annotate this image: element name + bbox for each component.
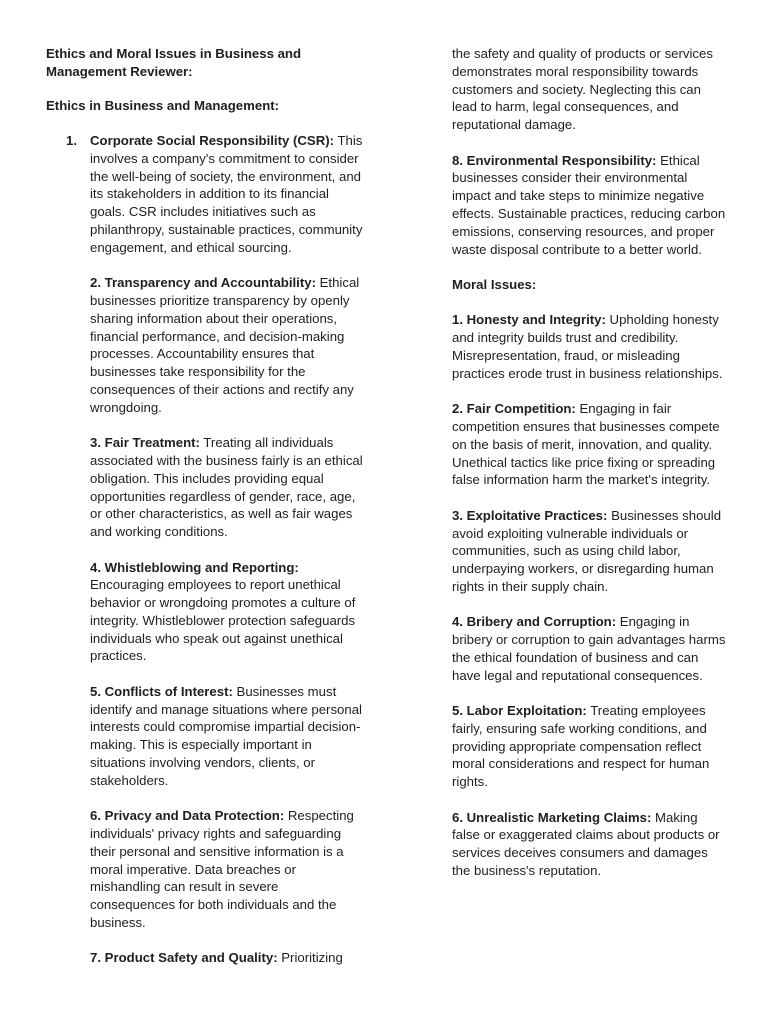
- moral-item-text: Businesses should avoid exploiting vulnerable individuals or communities, such as using child labor, underpaying workers, or disregarding human rights in their supply chain.: [452, 507, 722, 594]
- moral-item-title: 5. Labor Exploitation:: [452, 703, 587, 719]
- right-column: [452, 0, 727, 897]
- moral-item-title: 2. Fair Competition:: [452, 401, 576, 417]
- ethics-item-text: This involves a company's commitment to consider the well-being of society, the environment, and its stakeholders in addition to its financial goals. CSR includes initiatives such as philanthropy, sustainable practices, community engagement, and ethical sourcing.: [90, 132, 363, 255]
- ethics-item-text: Treating all individuals associated with the business fairly is an ethical obligation. This includes providing equal opportunities regardless of gender, race, age, or other characteristics, as well as fair wages and working conditions.: [90, 435, 363, 540]
- ethics-item-6: [46, 807, 366, 932]
- ethics-item-title: 3. Fair Treatment:: [90, 435, 200, 451]
- moral-item-title: 3. Exploitative Practices:: [452, 507, 608, 523]
- section-heading-moral: Moral Issues:: [452, 276, 537, 292]
- ethics-item-8: [452, 152, 727, 259]
- ethics-item-title: 5. Conflicts of Interest:: [90, 683, 233, 699]
- document-title: Ethics and Moral Issues in Business and Management Reviewer:: [46, 46, 302, 79]
- ethics-item-text: Respecting individuals' privacy rights and safeguarding their personal and sensitive information is a moral imperative. Data breaches or mishandling can result in severe consequences for both individuals and the business.: [90, 808, 354, 931]
- moral-item-text: Making false or exaggerated claims about products or services deceives consumers and damages the business's reputation.: [452, 809, 720, 879]
- moral-item-title: 6. Unrealistic Marketing Claims:: [452, 809, 652, 825]
- ethics-item-text: Businesses must identify and manage situations where personal interests could compromise impartial decision-making. This is especially important in situations involving vendors, clients, or stakeholders.: [90, 683, 362, 788]
- ethics-item-text: Ethical businesses consider their environmental impact and take steps to minimize negative effects. Sustainable practices, reducing carbon emissions, conserving resources, and proper waste disposal contribute to a better world.: [452, 152, 726, 257]
- moral-item-title: 4. Bribery and Corruption:: [452, 614, 617, 630]
- moral-item-1: [452, 311, 727, 382]
- moral-item-5: [452, 702, 727, 791]
- list-number: 1.: [66, 132, 77, 148]
- ethics-item-4: [46, 559, 366, 666]
- ethics-item-text: Ethical businesses prioritize transparency by openly sharing information about their operations, financial performance, and decision-making processes. Accountability ensures that businesses take responsibility for the consequences of their actions and rectify any wrongdoing.: [90, 275, 360, 415]
- ethics-item-2: [46, 274, 366, 416]
- moral-item-text: Treating employees fairly, ensuring safe working conditions, and providing appropriate compensation reflect moral considerations and respect for human rights.: [452, 703, 710, 790]
- moral-item-title: 1. Honesty and Integrity:: [452, 312, 606, 328]
- moral-item-text: Upholding honesty and integrity builds trust and credibility. Misrepresentation, fraud, or misleading practices erode trust in business relationships.: [452, 312, 723, 381]
- ethics-item-title: 4. Whistleblowing and Reporting:: [90, 559, 299, 575]
- ethics-item-7: [46, 949, 366, 967]
- ethics-item-1: [46, 132, 366, 257]
- ethics-item-title: 2. Transparency and Accountability:: [90, 275, 316, 291]
- moral-item-2: [452, 400, 727, 489]
- moral-item-6: [452, 809, 727, 880]
- ethics-item-title: 6. Privacy and Data Protection:: [90, 808, 285, 824]
- ethics-item-text: Prioritizing: [277, 950, 343, 966]
- ethics-item-title: Corporate Social Responsibility (CSR):: [90, 132, 335, 148]
- moral-item-4: [452, 613, 727, 684]
- ethics-item-title: 7. Product Safety and Quality:: [90, 950, 278, 966]
- moral-item-text: Engaging in fair competition ensures that businesses compete on the basis of merit, innovation, and quality. Unethical tactics like price fixing or spreading false information harm the market's integrity.: [452, 401, 720, 488]
- section-heading-ethics: Ethics in Business and Management:: [46, 97, 280, 113]
- moral-item-text: Engaging in bribery or corruption to gain advantages harms the ethical foundation of business and can have legal and reputational consequences.: [452, 614, 726, 683]
- ethics-item-3: [46, 434, 366, 541]
- ethics-item-5: [46, 683, 366, 790]
- left-column: [46, 0, 366, 985]
- ethics-item-7-continued: the safety and quality of products or services demonstrates moral responsibility towards customers and society. Neglecting this can lead to harm, legal consequences, and reputational damage.: [452, 46, 713, 133]
- moral-item-3: [452, 507, 727, 596]
- ethics-item-title: 8. Environmental Responsibility:: [452, 152, 657, 168]
- ethics-item-text: Encouraging employees to report unethical behavior or wrongdoing promotes a culture of integrity. Whistleblower protection safeguards individuals who speak out against unethical practices.: [90, 577, 356, 664]
